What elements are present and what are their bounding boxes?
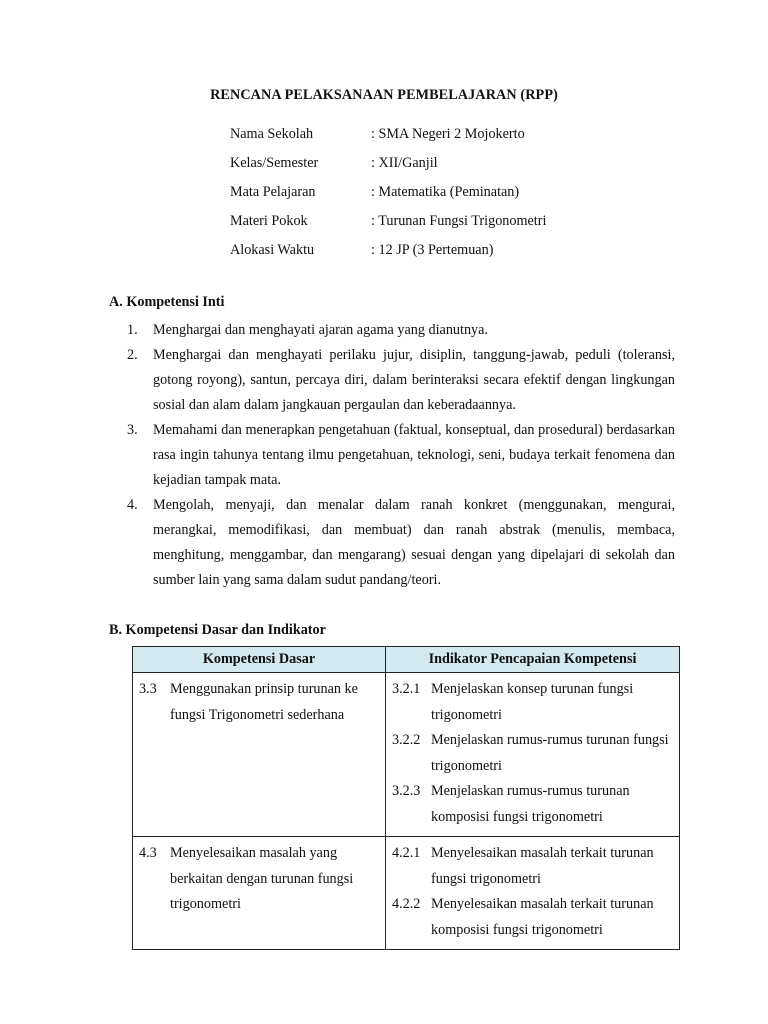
list-item [127, 493, 675, 593]
competency-code: 4.3 [139, 845, 157, 861]
table-cell-indicators [386, 673, 680, 837]
identity-label: Nama Sekolah [230, 126, 314, 142]
list-item-number: 3. [127, 422, 138, 438]
section-b-heading: B. Kompetensi Dasar dan Indikator [109, 622, 326, 638]
identity-row-subject [230, 182, 670, 211]
list-item [127, 418, 675, 493]
identity-label: Alokasi Waktu [230, 242, 315, 258]
competency-entry [139, 677, 381, 728]
list-item-text: Mengolah, menyaji, dan menalar dalam ranah konkret (menggunakan, mengurai, merangkai, memodifikasi, dan membuat) dan ranah abstrak (menulis, membaca, menghitung, menggambar, dan mengarang) sesuai dengan yang dipelajari di sekolah dan sumber lain yang sama dalam sudut pandang/teori. [153, 497, 675, 588]
page-title: RENCANA PELAKSANAAN PEMBELAJARAN (RPP) [210, 87, 558, 103]
identity-row-school [230, 124, 670, 153]
identity-value: : Turunan Fungsi Trigonometri [371, 213, 547, 229]
column-header-indicators: Indikator Pencapaian Kompetensi [386, 647, 680, 673]
identity-row-class [230, 153, 670, 182]
indicator-code: 3.2.3 [392, 783, 421, 799]
indicator-text: Menyelesaikan masalah terkait turunan fungsi trigonometri [431, 845, 654, 887]
identity-row-time [230, 240, 670, 269]
table-cell-competency [133, 837, 386, 950]
indicator-text: Menyelesaikan masalah terkait turunan komposisi fungsi trigonometri [431, 896, 654, 938]
indicator-entry [392, 779, 675, 830]
competency-table [132, 646, 680, 950]
indicator-code: 3.2.2 [392, 732, 421, 748]
indicator-text: Menjelaskan rumus-rumus turunan komposisi fungsi trigonometri [431, 783, 630, 825]
indicator-code: 4.2.2 [392, 896, 421, 912]
competency-text: Menyelesaikan masalah yang berkaitan dengan turunan fungsi trigonometri [170, 845, 354, 912]
indicator-entry [392, 841, 675, 892]
table-cell-indicators [386, 837, 680, 950]
table-row [133, 837, 680, 950]
list-item [127, 343, 675, 418]
column-header-basic-competency: Kompetensi Dasar [133, 647, 386, 673]
competency-text: Menggunakan prinsip turunan ke fungsi Trigonometri sederhana [170, 681, 358, 723]
identity-label: Mata Pelajaran [230, 184, 316, 200]
table-row [133, 673, 680, 837]
competency-entry [139, 841, 381, 918]
table-header-row [133, 647, 680, 673]
list-item-text: Memahami dan menerapkan pengetahuan (faktual, konseptual, dan prosedural) berdasarkan rasa ingin tahunya tentang ilmu pengetahuan, teknologi, seni, budaya terkait fenomena dan kejadian tampak mata. [153, 422, 675, 488]
indicator-entry [392, 892, 675, 943]
list-item-number: 1. [127, 322, 138, 338]
indicator-text: Menjelaskan rumus-rumus turunan fungsi trigonometri [431, 732, 669, 774]
indicator-code: 4.2.1 [392, 845, 421, 861]
identity-value: : XII/Ganjil [371, 155, 438, 171]
identity-label: Kelas/Semester [230, 155, 319, 171]
indicator-text: Menjelaskan konsep turunan fungsi trigonometri [431, 681, 634, 723]
list-item-number: 2. [127, 347, 138, 363]
indicator-code: 3.2.1 [392, 681, 421, 697]
list-item-text: Menghargai dan menghayati ajaran agama yang dianutnya. [153, 322, 488, 338]
identity-block [230, 124, 670, 269]
list-item-text: Menghargai dan menghayati perilaku jujur, disiplin, tanggung-jawab, peduli (toleransi, gotong royong), santun, percaya diri, dalam berinteraksi secara efektif dengan lingkungan sosial dan alam dalam jangkauan pergaulan dan keberadaannya. [153, 347, 675, 413]
list-item-number: 4. [127, 497, 138, 513]
list-item [127, 318, 675, 343]
competency-code: 3.3 [139, 681, 157, 697]
identity-value: : 12 JP (3 Pertemuan) [371, 242, 494, 258]
identity-value: : SMA Negeri 2 Mojokerto [371, 126, 525, 142]
identity-row-topic [230, 211, 670, 240]
identity-value: : Matematika (Peminatan) [371, 184, 520, 200]
indicator-entry [392, 728, 675, 779]
identity-label: Materi Pokok [230, 213, 308, 229]
indicator-entry [392, 677, 675, 728]
section-a-heading: A. Kompetensi Inti [109, 294, 225, 310]
table-cell-competency [133, 673, 386, 837]
core-competency-list [127, 318, 675, 593]
